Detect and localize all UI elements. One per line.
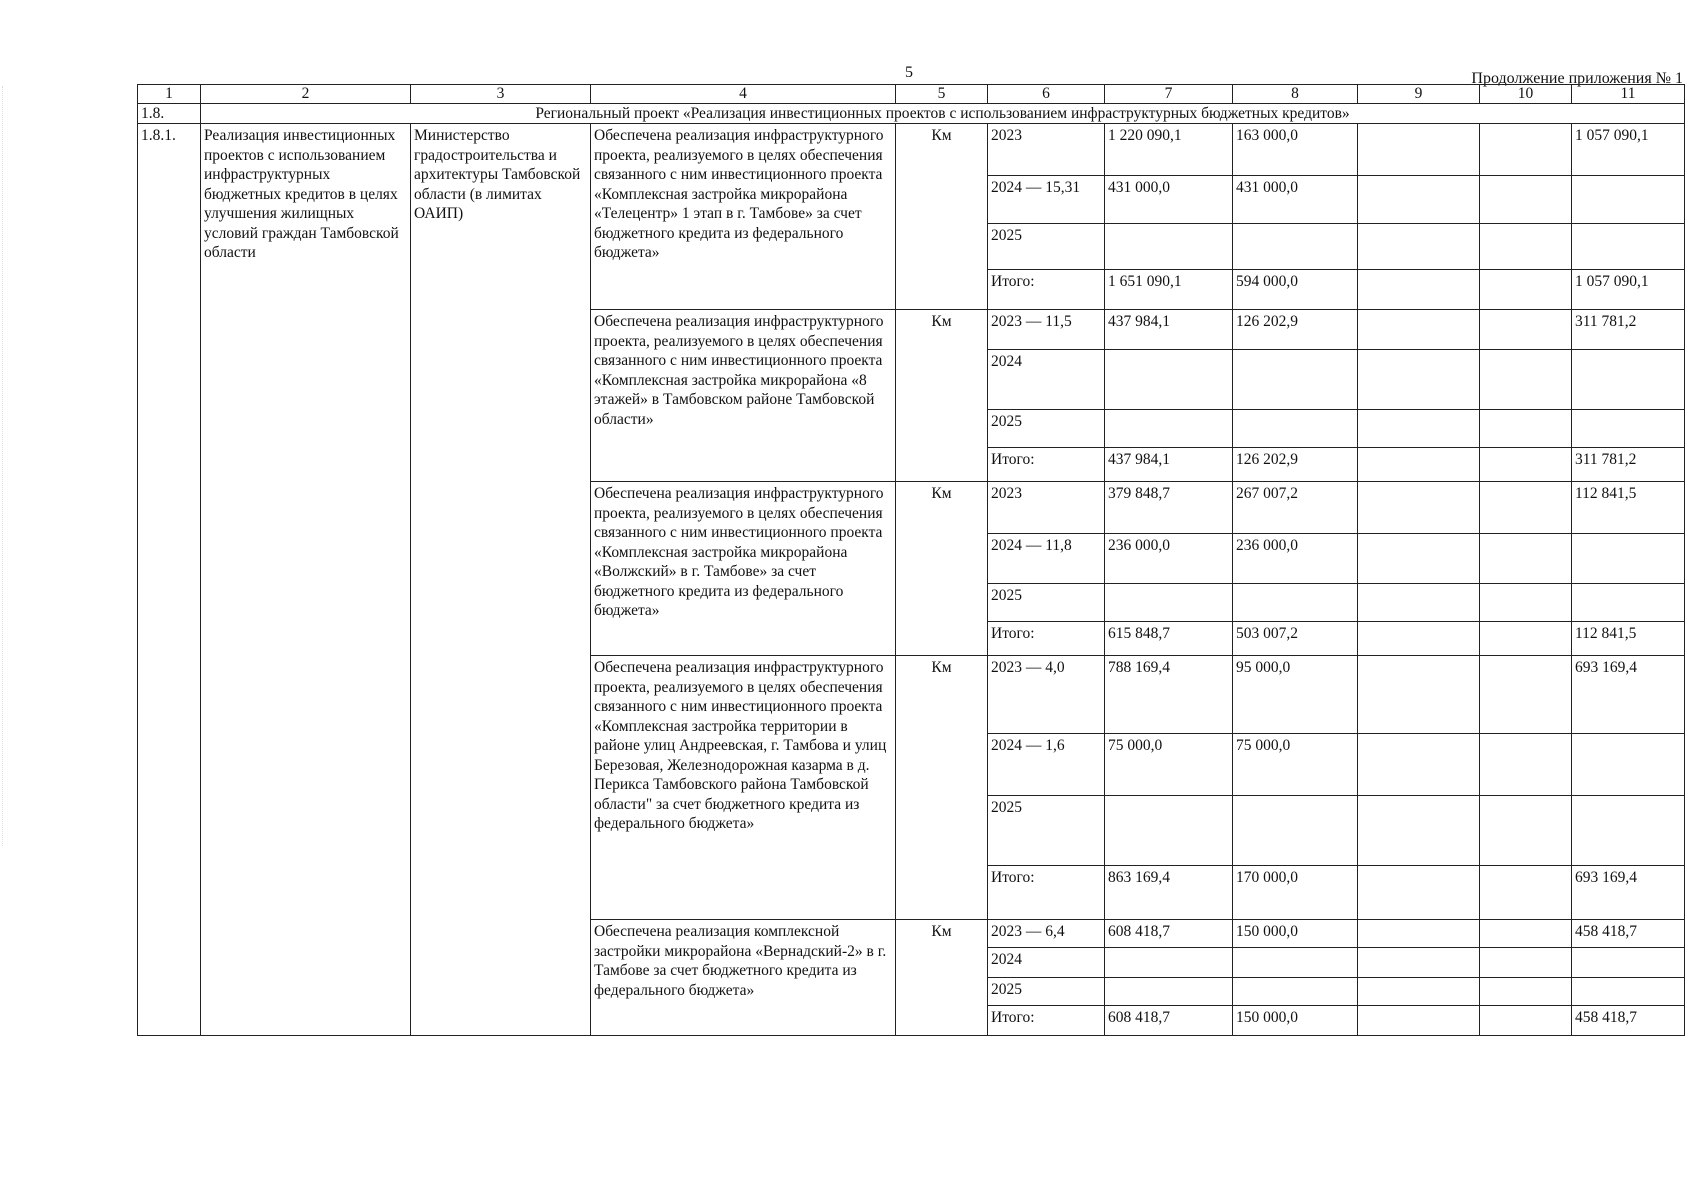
cell-c9 (1358, 978, 1480, 1006)
continuation-note: Продолжение приложения № 1 (1471, 70, 1683, 87)
cell-c9 (1358, 448, 1480, 482)
cell-c8: 150 000,0 (1233, 920, 1358, 948)
cell-c6: 2023 (988, 124, 1105, 176)
cell-c11: 458 418,7 (1572, 1006, 1685, 1036)
project-result: Обеспечена реализация инфраструктурного проекта, реализуемого в целях обеспечения связанного с ним инвестиционного проекта «Комплексная застройка микрорайона «Волжский» в г. Тамбове» за счет бюджетного кредита из федерального бюджета» (591, 482, 896, 656)
column-header: 1 (138, 85, 201, 104)
cell-c10 (1480, 410, 1572, 448)
cell-c7: 1 651 090,1 (1105, 270, 1233, 310)
cell-c8: 431 000,0 (1233, 176, 1358, 224)
project-unit: Км (896, 482, 988, 656)
item-code: 1.8.1. (138, 124, 201, 1036)
cell-c8: 163 000,0 (1233, 124, 1358, 176)
cell-c7: 437 984,1 (1105, 448, 1233, 482)
cell-c6: 2025 (988, 224, 1105, 270)
cell-c10 (1480, 656, 1572, 734)
cell-c11: 1 057 090,1 (1572, 124, 1685, 176)
cell-c11: 693 169,4 (1572, 866, 1685, 920)
cell-c11: 693 169,4 (1572, 656, 1685, 734)
cell-c10 (1480, 920, 1572, 948)
column-header: 6 (988, 85, 1105, 104)
cell-c10 (1480, 978, 1572, 1006)
cell-c7: 437 984,1 (1105, 310, 1233, 350)
cell-c10 (1480, 350, 1572, 410)
project-result: Обеспечена реализация инфраструктурного проекта, реализуемого в целях обеспечения связанного с ним инвестиционного проекта «Комплексная застройка микрорайона «Телецентр» 1 этап в г. Тамбове» за счет бюджетного кредита из федерального бюджета» (591, 124, 896, 310)
cell-c9 (1358, 350, 1480, 410)
cell-c11 (1572, 584, 1685, 622)
cell-c10 (1480, 866, 1572, 920)
cell-c8: 503 007,2 (1233, 622, 1358, 656)
cell-c7: 608 418,7 (1105, 1006, 1233, 1036)
cell-c11: 458 418,7 (1572, 920, 1685, 948)
table-row (138, 124, 1685, 176)
cell-c6: 2025 (988, 978, 1105, 1006)
project-result: Обеспечена реализация комплексной застройки микрорайона «Вернадский-2» в г. Тамбове за счет бюджетного кредита из федерального бюджета» (591, 920, 896, 1036)
cell-c7: 788 169,4 (1105, 656, 1233, 734)
cell-c6: 2024 (988, 948, 1105, 978)
cell-c11: 1 057 090,1 (1572, 270, 1685, 310)
project-result: Обеспечена реализация инфраструктурного проекта, реализуемого в целях обеспечения связанного с ним инвестиционного проекта «Комплексная застройка территории в районе улиц Андреевская, г. Тамбова и улиц Березовая, Железнодорожная казарма в д. Перикса Тамбовского района Тамбовской области" за счет бюджетного кредита из федерального бюджета» (591, 656, 896, 920)
cell-c7 (1105, 350, 1233, 410)
cell-c7 (1105, 224, 1233, 270)
cell-c9 (1358, 584, 1480, 622)
cell-c11 (1572, 948, 1685, 978)
cell-c10 (1480, 448, 1572, 482)
cell-c7 (1105, 584, 1233, 622)
cell-c6: 2024 — 11,8 (988, 534, 1105, 584)
cell-c10 (1480, 1006, 1572, 1036)
cell-c8 (1233, 410, 1358, 448)
column-header: 8 (1233, 85, 1358, 104)
cell-c11 (1572, 734, 1685, 796)
cell-c9 (1358, 796, 1480, 866)
cell-c8: 150 000,0 (1233, 1006, 1358, 1036)
cell-c6: Итого: (988, 1006, 1105, 1036)
project-unit: Км (896, 656, 988, 920)
cell-c8: 75 000,0 (1233, 734, 1358, 796)
cell-c9 (1358, 1006, 1480, 1036)
cell-c11 (1572, 410, 1685, 448)
column-header: 9 (1358, 85, 1480, 104)
cell-c9 (1358, 224, 1480, 270)
cell-c10 (1480, 176, 1572, 224)
cell-c10 (1480, 482, 1572, 534)
cell-c6: 2023 — 11,5 (988, 310, 1105, 350)
page-number: 5 (905, 64, 913, 81)
cell-c7: 431 000,0 (1105, 176, 1233, 224)
cell-c10 (1480, 270, 1572, 310)
cell-c6: Итого: (988, 866, 1105, 920)
cell-c10 (1480, 310, 1572, 350)
cell-c9 (1358, 310, 1480, 350)
cell-c11 (1572, 176, 1685, 224)
cell-c10 (1480, 224, 1572, 270)
project-unit: Км (896, 920, 988, 1036)
cell-c9 (1358, 656, 1480, 734)
cell-c7: 75 000,0 (1105, 734, 1233, 796)
section-title: Региональный проект «Реализация инвестиционных проектов с использованием инфраструктурных бюджетных кредитов» (201, 104, 1685, 124)
cell-c8 (1233, 584, 1358, 622)
cell-c9 (1358, 534, 1480, 584)
section-row (138, 104, 1685, 124)
cell-c8: 236 000,0 (1233, 534, 1358, 584)
cell-c9 (1358, 734, 1480, 796)
column-header: 7 (1105, 85, 1233, 104)
cell-c7: 1 220 090,1 (1105, 124, 1233, 176)
cell-c9 (1358, 948, 1480, 978)
cell-c7 (1105, 796, 1233, 866)
cell-c8: 126 202,9 (1233, 310, 1358, 350)
cell-c10 (1480, 948, 1572, 978)
scan-margin-line (2, 86, 4, 846)
cell-c8 (1233, 978, 1358, 1006)
table-body (138, 85, 1685, 1036)
cell-c6: 2025 (988, 796, 1105, 866)
cell-c8: 126 202,9 (1233, 448, 1358, 482)
cell-c6: 2024 — 1,6 (988, 734, 1105, 796)
cell-c8 (1233, 796, 1358, 866)
cell-c6: 2024 (988, 350, 1105, 410)
column-header: 5 (896, 85, 988, 104)
cell-c9 (1358, 482, 1480, 534)
cell-c11 (1572, 978, 1685, 1006)
project-result: Обеспечена реализация инфраструктурного проекта, реализуемого в целях обеспечения связанного с ним инвестиционного проекта «Комплексная застройка микрорайона «8 этажей» в Тамбовском районе Тамбовской области» (591, 310, 896, 482)
column-header: 10 (1480, 85, 1572, 104)
cell-c7: 863 169,4 (1105, 866, 1233, 920)
project-unit: Км (896, 124, 988, 310)
cell-c10 (1480, 584, 1572, 622)
cell-c11 (1572, 350, 1685, 410)
cell-c9 (1358, 270, 1480, 310)
cell-c10 (1480, 622, 1572, 656)
cell-c10 (1480, 124, 1572, 176)
cell-c8: 170 000,0 (1233, 866, 1358, 920)
item-executor: Министерство градостроительства и архитектуры Тамбовской области (в лимитах ОАИП) (411, 124, 591, 1036)
column-header: 3 (411, 85, 591, 104)
cell-c7: 608 418,7 (1105, 920, 1233, 948)
cell-c8: 267 007,2 (1233, 482, 1358, 534)
cell-c11: 311 781,2 (1572, 448, 1685, 482)
cell-c11 (1572, 796, 1685, 866)
cell-c6: 2023 (988, 482, 1105, 534)
cell-c11 (1572, 224, 1685, 270)
cell-c9 (1358, 866, 1480, 920)
cell-c8: 594 000,0 (1233, 270, 1358, 310)
cell-c10 (1480, 796, 1572, 866)
cell-c7 (1105, 978, 1233, 1006)
cell-c7 (1105, 410, 1233, 448)
cell-c9 (1358, 920, 1480, 948)
cell-c11: 112 841,5 (1572, 482, 1685, 534)
cell-c9 (1358, 410, 1480, 448)
cell-c7: 615 848,7 (1105, 622, 1233, 656)
column-header: 2 (201, 85, 411, 104)
budget-table (137, 84, 1685, 1036)
cell-c8 (1233, 948, 1358, 978)
cell-c8: 95 000,0 (1233, 656, 1358, 734)
cell-c7: 236 000,0 (1105, 534, 1233, 584)
cell-c6: 2025 (988, 410, 1105, 448)
item-name: Реализация инвестиционных проектов с использованием инфраструктурных бюджетных кредитов в целях улучшения жилищных условий граждан Тамбовской области (201, 124, 411, 1036)
cell-c10 (1480, 534, 1572, 584)
cell-c6: 2024 — 15,31 (988, 176, 1105, 224)
project-unit: Км (896, 310, 988, 482)
cell-c7: 379 848,7 (1105, 482, 1233, 534)
cell-c11: 311 781,2 (1572, 310, 1685, 350)
cell-c6: 2023 — 4,0 (988, 656, 1105, 734)
cell-c8 (1233, 224, 1358, 270)
cell-c6: 2025 (988, 584, 1105, 622)
cell-c11: 112 841,5 (1572, 622, 1685, 656)
cell-c11 (1572, 534, 1685, 584)
column-header: 11 (1572, 85, 1685, 104)
cell-c8 (1233, 350, 1358, 410)
cell-c6: 2023 — 6,4 (988, 920, 1105, 948)
cell-c6: Итого: (988, 622, 1105, 656)
column-header: 4 (591, 85, 896, 104)
cell-c6: Итого: (988, 448, 1105, 482)
cell-c9 (1358, 124, 1480, 176)
cell-c7 (1105, 948, 1233, 978)
section-code: 1.8. (138, 104, 201, 124)
column-number-row (138, 85, 1685, 104)
cell-c6: Итого: (988, 270, 1105, 310)
cell-c9 (1358, 176, 1480, 224)
cell-c10 (1480, 734, 1572, 796)
cell-c9 (1358, 622, 1480, 656)
